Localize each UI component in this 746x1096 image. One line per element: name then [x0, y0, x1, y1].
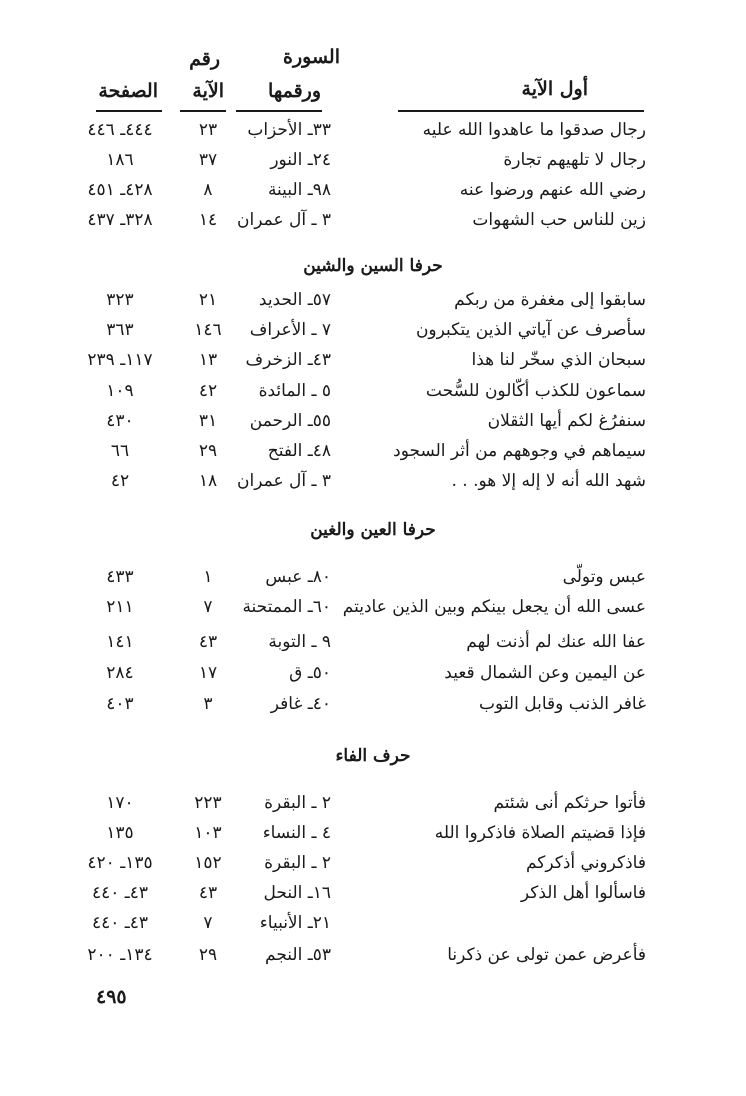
verse-text: فإذا قضيتم الصلاة فاذكروا الله [434, 823, 646, 843]
header-surah-underline [236, 110, 322, 112]
verse-text: رجال لا تلهيهم تجارة [503, 150, 646, 170]
page-number: ١٣٤ـ ٢٠٠ [87, 945, 153, 965]
ayah-number: ٤٢ [198, 381, 218, 401]
header-ayah-underline [180, 110, 226, 112]
header-ayah-top: رقم [189, 48, 220, 70]
ayah-number: ٤٣ [198, 883, 218, 903]
verse-text: فأتوا حرثكم أنى شئتم [493, 793, 646, 813]
header-verse-underline [398, 110, 644, 112]
table-row [0, 315, 746, 345]
header-verse: أول الآية [521, 78, 588, 100]
page-number: ١٣٥ـ ٤٢٠ [87, 853, 153, 873]
surah-name: ٩ ـ التوبة [268, 632, 331, 652]
surah-name: ٧ ـ الأعراف [249, 320, 331, 340]
surah-name: ٥ ـ المائدة [258, 381, 331, 401]
header-ayah-bottom: الآية [192, 80, 224, 102]
ayah-number: ٣١ [198, 411, 218, 431]
surah-name: ٢ ـ البقرة [264, 853, 331, 873]
page-number: ١٤١ [106, 632, 134, 652]
verse-text: فاذكروني أذكركم [525, 853, 646, 873]
table-row [0, 658, 746, 688]
verse-text: عسى الله أن يجعل بينكم وبين الذين عاديتم [342, 597, 646, 617]
page-number: ١٧٠ [106, 793, 134, 813]
verse-text: سماعون للكذب أكّالون للسُّحت [425, 381, 646, 401]
page-number: ١٠٩ [106, 381, 134, 401]
header-surah-bottom: ورقمها [268, 80, 321, 102]
page-number: ٢١١ [106, 597, 134, 617]
ayah-number: ٢١ [198, 290, 218, 310]
ayah-number: ٢٩ [198, 441, 218, 461]
page-number: ٤٤٤ـ ٤٤٦ [87, 120, 153, 140]
table-row [0, 175, 746, 205]
page-number: ٤٣ـ ٤٤٠ [91, 883, 149, 903]
header-page-underline [96, 110, 162, 112]
page-number: ٤٢٨ـ ٤٥١ [87, 180, 153, 200]
surah-name: ٣ ـ آل عمران [237, 471, 331, 491]
surah-name: ٩٨ـ البينة [267, 180, 331, 200]
ayah-number: ١٤ [198, 210, 218, 230]
table-row [0, 285, 746, 315]
verse-text: سيماهم في وجوههم من أثر السجود [393, 441, 646, 461]
ayah-number: ١ [203, 567, 213, 587]
table-row [0, 848, 746, 878]
page-number: ١١٧ـ ٢٣٩ [87, 350, 153, 370]
surah-name: ٢ ـ البقرة [264, 793, 331, 813]
page-number: ٤٠٣ [106, 694, 134, 714]
page-number: ٣٢٣ [106, 290, 134, 310]
verse-text: عفا الله عنك لم أذنت لهم [466, 632, 646, 652]
ayah-number: ٧ [203, 913, 213, 933]
verse-text: زين للناس حب الشهوات [472, 210, 646, 230]
verse-text: عبس وتولّى [562, 567, 646, 587]
surah-name: ١٦ـ النحل [263, 883, 331, 903]
table-row [0, 627, 746, 657]
ayah-number: ١٧ [198, 663, 218, 683]
ayah-number: ٢٩ [198, 945, 218, 965]
table-row [0, 205, 746, 235]
surah-name: ٢٤ـ النور [270, 150, 331, 170]
surah-name: ٣٣ـ الأحزاب [247, 120, 331, 140]
table-row [0, 878, 746, 908]
verse-text: سنفرُغ لكم أيها الثقلان [487, 411, 646, 431]
surah-name: ٤٣ـ الزخرف [245, 350, 331, 370]
table-row [0, 145, 746, 175]
page-number: ٣٦٣ [106, 320, 134, 340]
ayah-number: ٣٧ [198, 150, 218, 170]
section-heading: حرف الفاء [335, 746, 411, 766]
ayah-number: ٢٣ [198, 120, 218, 140]
ayah-number: ٣ [203, 694, 213, 714]
page-number: ٦٦ [110, 441, 130, 461]
verse-text: رجال صدقوا ما عاهدوا الله عليه [422, 120, 646, 140]
surah-name: ٥٥ـ الرحمن [249, 411, 331, 431]
header-surah-top: السورة [283, 46, 340, 68]
page-footer-number: ٤٩٥ [96, 986, 127, 1008]
page-number: ١٣٥ [106, 823, 134, 843]
ayah-number: ١٤٦ [194, 320, 222, 340]
section-heading: حرفا العين والغين [310, 520, 436, 540]
surah-name: ٥٧ـ الحديد [258, 290, 331, 310]
table-row [0, 689, 746, 719]
page-number: ٤٣ـ ٤٤٠ [91, 913, 149, 933]
verse-text: سبحان الذي سخّر لنا هذا [471, 350, 646, 370]
table-row [0, 788, 746, 818]
section-heading: حرفا السين والشين [303, 256, 443, 276]
page-number: ٤٣٣ [106, 567, 134, 587]
surah-name: ٢١ـ الأنبياء [259, 913, 331, 933]
ayah-number: ١٥٢ [194, 853, 222, 873]
table-row [0, 940, 746, 970]
table-row [0, 436, 746, 466]
surah-name: ٨٠ـ عبس [265, 567, 331, 587]
ayah-number: ١٣ [198, 350, 218, 370]
surah-name: ٣ ـ آل عمران [237, 210, 331, 230]
surah-name: ٥٠ـ ق [289, 663, 331, 683]
table-row [0, 406, 746, 436]
surah-name: ٥٣ـ النجم [265, 945, 331, 965]
page-number: ٤٣٠ [106, 411, 134, 431]
verse-text: عن اليمين وعن الشمال قعيد [444, 663, 646, 683]
verse-text: فأعرض عمن تولى عن ذكرنا [447, 945, 646, 965]
ayah-number: ٧ [203, 597, 213, 617]
table-row [0, 818, 746, 848]
table-row [0, 345, 746, 375]
table-row [0, 592, 746, 622]
verse-text: غافر الذنب وقابل التوب [479, 694, 646, 714]
surah-name: ٤ ـ النساء [262, 823, 331, 843]
surah-name: ٤٠ـ غافر [270, 694, 331, 714]
page-number: ٢٨٤ [106, 663, 134, 683]
ayah-number: ٢٢٣ [194, 793, 222, 813]
table-row [0, 115, 746, 145]
ayah-number: ١٨ [198, 471, 218, 491]
table-row [0, 376, 746, 406]
table-row [0, 908, 746, 938]
page-number: ٣٢٨ـ ٤٣٧ [87, 210, 153, 230]
surah-name: ٤٨ـ الفتح [267, 441, 331, 461]
ayah-number: ١٠٣ [194, 823, 222, 843]
ayah-number: ٤٣ [198, 632, 218, 652]
table-row [0, 562, 746, 592]
surah-name: ٦٠ـ الممتحنة [242, 597, 331, 617]
page-number: ١٨٦ [106, 150, 134, 170]
table-row [0, 466, 746, 496]
verse-text: سأصرف عن آياتي الذين يتكبرون [415, 320, 646, 340]
verse-text: فاسألوا أهل الذكر [520, 883, 646, 903]
verse-text: رضي الله عنهم ورضوا عنه [459, 180, 646, 200]
verse-text: شهد الله أنه لا إله إلا هو. . . [451, 471, 646, 491]
header-page: الصفحة [98, 80, 158, 102]
page-number: ٤٢ [110, 471, 130, 491]
ayah-number: ٨ [203, 180, 213, 200]
verse-text: سابقوا إلى مغفرة من ربكم [454, 290, 646, 310]
